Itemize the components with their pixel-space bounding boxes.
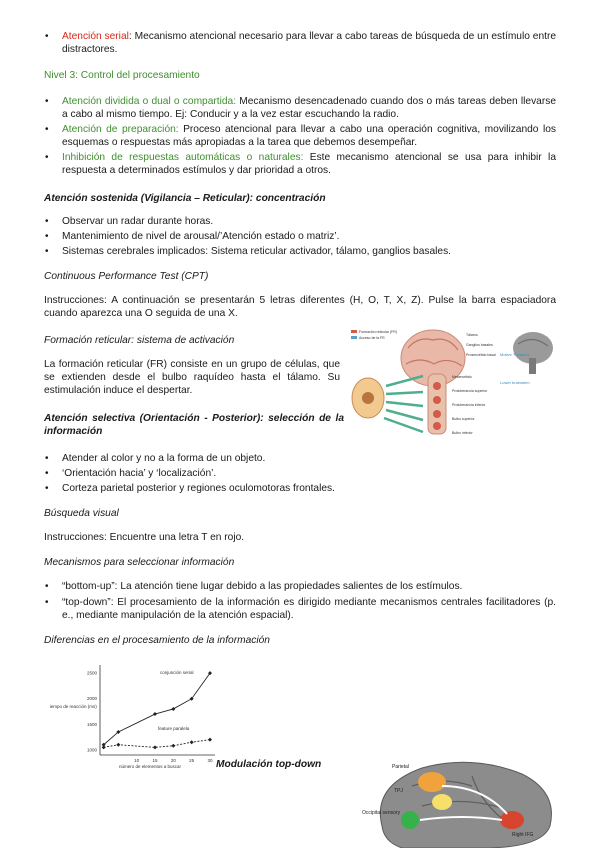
x-axis-label: número de elementos a buscar: [118, 764, 182, 769]
series-line-1: [104, 740, 210, 748]
data-point: [171, 707, 175, 711]
item-text: Mecanismo desencadenado cuando dos o más tareas deben llevarse a cabo al mismo tiempo. Ej: Conducir y a la vez estar escuchando la radio.: [62, 96, 556, 121]
list-item: • Corteza parietal posterior y regiones oculomotoras frontales.: [62, 482, 556, 495]
modulacion-heading: Modulación top-down: [216, 759, 322, 770]
x-tick-label: 10: [134, 758, 140, 763]
label: Tálamo: [466, 333, 478, 337]
busqueda-heading: Búsqueda visual: [44, 508, 119, 519]
y-tick-label: 1000: [86, 747, 97, 753]
series-line-0: [104, 673, 210, 745]
sostenida-heading: Atención sostenida (Vigilancia – Reticular): concentración: [44, 193, 326, 204]
list-item: • Sistemas cerebrales implicados: Sistema reticular activador, tálamo, ganglios basales.: [62, 245, 556, 258]
selectiva-heading: Atención selectiva (Orientación - Posterior): selección de la información: [44, 413, 344, 438]
legend-conjuncion: conjunción serial: [160, 670, 194, 675]
x-tick-label: 25: [189, 758, 195, 763]
nivel3-heading: Nivel 3: Control del procesamiento: [44, 70, 200, 81]
x-tick-label: 20: [170, 758, 176, 763]
list-item: • “top-down”: El procesamiento de la información es dirigido mediante mecanismos centrales facilitadores (p. e., mediante manipulación de la atención espacial).: [62, 596, 556, 622]
chart-svg: [50, 660, 220, 780]
list-item: • Atender al color y no a la forma de un objeto.: [62, 452, 556, 465]
callout: Lower brainstem: [500, 380, 530, 385]
reticular-formation-figure: [348, 326, 558, 444]
list-item: • “bottom-up”: La atención tiene lugar debido a las propiedades salientes de los estímulos.: [62, 580, 556, 593]
label: Protuberancia superior: [452, 389, 488, 393]
list-item: • ‘Orientación hacia’ y ‘localización’.: [62, 467, 556, 480]
brain-label: Parietal: [392, 764, 409, 770]
item-text: : Mecanismo atencional necesario para llevar a cabo tareas de búsqueda de un estímulo entre distractores.: [62, 31, 556, 56]
y-axis-label: Tiempo de reacción (ms): [50, 704, 97, 709]
label: Ganglios basales: [466, 343, 493, 347]
label: Prosencéfalo basal: [466, 353, 496, 357]
list-item: • Observar un radar durante horas.: [62, 215, 556, 228]
legend-fr: Formación reticular (FR): [359, 330, 397, 334]
label: Protuberancia inferior: [452, 403, 486, 407]
brain-label: TPJ: [394, 788, 403, 794]
list-item: • Mantenimiento de nivel de arousal/’Atención estado o matriz’.: [62, 230, 556, 243]
fr-text: La formación reticular (FR) consiste en un grupo de células, que se extienden desde el bulbo raquídeo hasta el tálamo. Su estimulación induce el despertar.: [44, 359, 340, 397]
data-point: [153, 745, 157, 749]
brain-topdown-figure: [362, 756, 558, 848]
item-text: Este mecanismo atencional se usa para inhibir la respuesta a determinados estímulos y dar prioridad a otros.: [62, 152, 556, 177]
term: Atención de preparación:: [62, 124, 179, 135]
list-item: [62, 151, 556, 177]
data-point: [208, 738, 212, 742]
term: Atención dividida o dual o compartida:: [62, 96, 237, 107]
label: Mesencéfalo: [452, 375, 472, 379]
brain-label: Occipital sensory: [362, 810, 401, 816]
data-point: [153, 712, 157, 716]
x-tick-label: 15: [152, 758, 158, 763]
busqueda-text: Instrucciones: Encuentre una letra T en rojo.: [44, 532, 245, 543]
data-point: [102, 745, 106, 749]
y-tick-label: 2000: [86, 696, 97, 702]
data-point: [116, 743, 120, 747]
term: Inhibición de respuestas automáticas o naturales:: [62, 152, 304, 163]
label: Bulbo inferior: [452, 431, 473, 435]
y-tick-label: 2500: [86, 670, 97, 676]
term-serial: Atención serial: [62, 31, 129, 42]
data-point: [171, 744, 175, 748]
cpt-instructions: Instrucciones: A continuación se presentarán 5 letras diferentes (H, O, T, X, Z). Pulse la barra espaciadora cuando aparezca una O seguida de una X.: [44, 295, 556, 320]
list-item: [62, 30, 556, 56]
brain-label: Right IFG: [512, 832, 534, 838]
y-tick-label: 1500: [86, 721, 97, 727]
search-time-chart: [50, 660, 220, 780]
x-tick-label: 30: [207, 758, 213, 763]
data-point: [190, 740, 194, 744]
list-item: [62, 95, 556, 121]
item-text: Proceso atencional para llevar a cabo una operación cognitiva, movilizando los esquemas o respuestas más apropiadas a la tarea que debemos desempeñar.: [62, 124, 556, 149]
callout: Motive Theatrics: [500, 352, 530, 357]
label: Bulbo superior: [452, 417, 475, 421]
legend-feature: feature paralela: [158, 726, 190, 731]
mecanismos-heading: Mecanismos para seleccionar información: [44, 557, 235, 568]
cpt-heading: Continuous Performance Test (CPT): [44, 271, 209, 282]
fr-heading: Formación reticular: sistema de activación: [44, 335, 235, 346]
legend-acceso: Acceso de la FR: [359, 336, 385, 340]
diferencias-heading: Diferencias en el procesamiento de la información: [44, 635, 270, 646]
list-item: [62, 123, 556, 149]
